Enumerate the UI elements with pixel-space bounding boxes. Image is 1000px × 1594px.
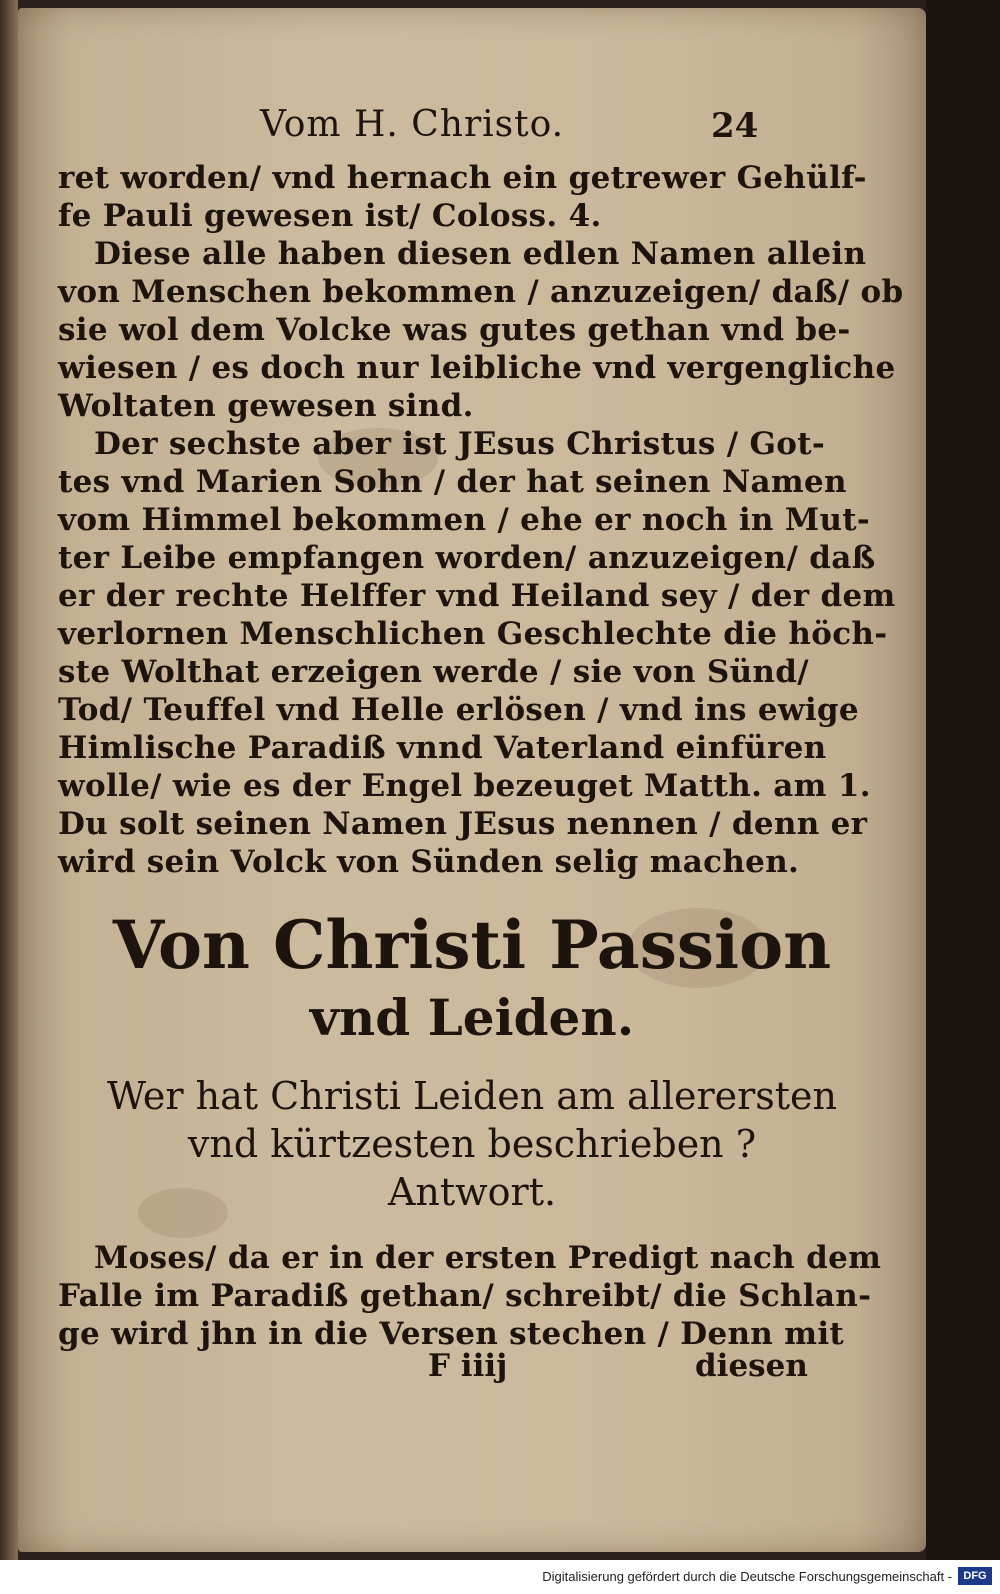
body-line: Himlische Paradiß vnnd Vaterland einfüren xyxy=(58,730,827,766)
book-page xyxy=(18,8,926,1552)
answer-line: Moses/ da er in der ersten Predigt nach dem xyxy=(94,1240,882,1276)
body-line: ste Wolthat erzeigen werde / sie von Sünd/ xyxy=(58,654,809,690)
body-line: Tod/ Teuffel vnd Helle erlösen / vnd ins ewige xyxy=(58,692,859,728)
dfg-logo: DFG xyxy=(958,1567,992,1585)
body-line: er der rechte Helffer vnd Heiland sey / der dem xyxy=(58,578,896,614)
section-subheading: vnd Leiden. xyxy=(309,988,635,1047)
body-line: ret worden/ vnd hernach ein getrewer Gehülf- xyxy=(58,160,867,196)
funding-credit: Digitalisierung gefördert durch die Deutsche Forschungsgemeinschaft - xyxy=(542,1569,952,1584)
body-line: Woltaten gewesen sind. xyxy=(58,388,474,424)
body-line: Der sechste aber ist JEsus Christus / Got- xyxy=(94,426,826,462)
body-line: vom Himmel bekommen / ehe er noch in Mut- xyxy=(58,502,871,538)
question-line: Wer hat Christi Leiden am allerersten xyxy=(106,1074,838,1118)
body-line: tes vnd Marien Sohn / der hat seinen Namen xyxy=(58,464,847,500)
body-line: verlornen Menschlichen Geschlechte die höch- xyxy=(58,616,888,652)
body-line: von Menschen bekommen / anzuzeigen/ daß/ ob xyxy=(58,274,904,310)
page-number: 24 xyxy=(711,106,759,146)
body-line: Diese alle haben diesen edlen Namen allein xyxy=(94,236,867,272)
page-edge-dark xyxy=(926,0,1000,1560)
footer-bar xyxy=(0,1560,1000,1594)
answer-label: Antwort. xyxy=(387,1170,557,1214)
book-spine xyxy=(0,0,18,1560)
section-heading: Von Christi Passion xyxy=(112,906,832,984)
answer-line: Falle im Paradiß gethan/ schreibt/ die Schlan- xyxy=(58,1278,872,1314)
answer-line: ge wird jhn in die Versen stechen / Denn mit xyxy=(58,1316,845,1352)
body-line: Du solt seinen Namen JEsus nennen / denn er xyxy=(58,806,868,842)
body-line: sie wol dem Volcke was gutes gethan vnd be- xyxy=(58,312,851,348)
question-line: vnd kürtzesten beschrieben ? xyxy=(187,1122,757,1166)
body-line: ter Leibe empfangen worden/ anzuzeigen/ daß xyxy=(58,540,876,576)
body-line: wird sein Volck von Sünden selig machen. xyxy=(58,844,800,880)
body-line: wiesen / es doch nur leibliche vnd vergengliche xyxy=(58,350,896,386)
catchword: diesen xyxy=(695,1348,808,1384)
signature-mark: F iiij xyxy=(428,1348,508,1384)
body-line: fe Pauli gewesen ist/ Coloss. 4. xyxy=(58,198,602,234)
body-line: wolle/ wie es der Engel bezeuget Matth. am 1. xyxy=(58,768,871,804)
running-title: Vom H. Christo. xyxy=(260,104,565,145)
